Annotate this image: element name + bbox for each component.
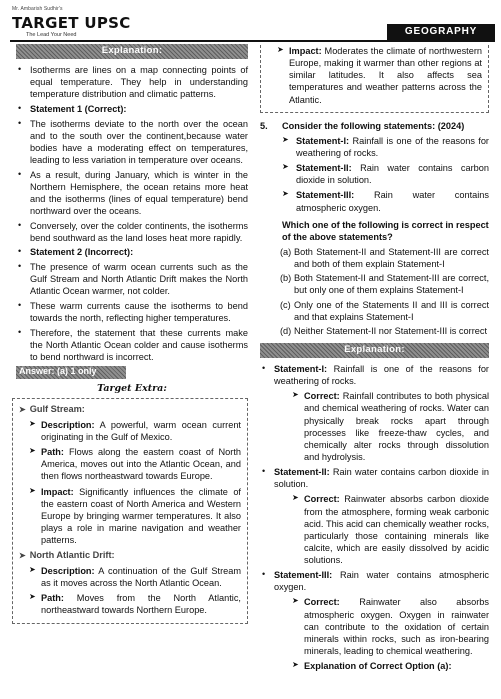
- arrow-icon: ➤: [19, 405, 26, 415]
- extra-item: [19, 565, 241, 589]
- extra-item-text: A continuation of the Gulf Stream as it moves across the North Atlantic Ocean.: [41, 565, 241, 588]
- option-list: [260, 246, 489, 337]
- bullet-item: [16, 103, 248, 115]
- extra-heading: [19, 549, 241, 562]
- statement-item: [260, 189, 489, 213]
- arrow-icon: ➤: [282, 162, 289, 172]
- explanation-label: Statement-I:: [274, 363, 328, 374]
- extra-item-label: Description:: [41, 565, 95, 576]
- bullet-icon: •: [18, 168, 22, 179]
- brand-name: TARGET UPSC: [12, 13, 131, 32]
- statement-text: Rainfall is one of the reasons for weathering of rocks.: [296, 135, 489, 158]
- statement-label: Statement-II:: [296, 163, 352, 174]
- answer-banner: Answer: (a) 1 only: [16, 366, 126, 379]
- sub-text: Rainfall contributes to both physical and chemical weathering of rocks. Water can physically break rocks apart through processes like freeze-thaw cycles, and chemically alter rocks through dissolution and hydrolysis.: [304, 391, 489, 462]
- extra-item: [19, 486, 241, 547]
- arrow-icon: ➤: [29, 446, 36, 456]
- explanation-sub-item: [274, 596, 489, 657]
- arrow-icon: ➤: [292, 596, 299, 606]
- explanation-sub-item: [274, 660, 489, 672]
- explanation-text: Rain water contains atmospheric oxygen.: [274, 570, 489, 593]
- bullet-icon: •: [18, 261, 22, 272]
- bullet-text: These warm currents cause the isotherms to bend towards the north, reflecting higher temperatures.: [30, 301, 248, 324]
- bullet-item: [16, 118, 248, 167]
- bullet-text: The presence of warm ocean currents such as the Gulf Stream and North Atlantic Drift makes the North Atlantic Ocean warmer, not colder.: [30, 262, 248, 297]
- impact-text: Moderates the climate of northwestern Europe, making it warmer than other regions at similar latitudes. It also affects sea temperatures and weather patterns across the Atlantic.: [289, 46, 482, 105]
- bullet-icon: •: [18, 102, 22, 113]
- explanation-item: [260, 363, 489, 463]
- explanation-text: Rainfall is one of the reasons for weathering of rocks.: [274, 363, 489, 387]
- sub-label: Correct:: [304, 597, 340, 608]
- bullet-icon: •: [18, 219, 22, 230]
- bullet-text: Therefore, the statement that these currents make the North Atlantic Ocean colder and cause isotherms to bend northward is incorrect.: [30, 327, 248, 363]
- arrow-icon: ➤: [282, 189, 289, 199]
- sub-label: Correct:: [304, 391, 340, 402]
- bullet-text: Conversely, over the colder continents, the isotherms bend southward as the land loses heat more rapidly.: [30, 220, 248, 243]
- bullet-text: Statement 2 (Incorrect):: [30, 247, 134, 258]
- option-text: Only one of the Statements II and III is correct and that explains Statement-I: [294, 299, 489, 322]
- bullet-item: [16, 246, 248, 258]
- statement-list: [260, 135, 489, 214]
- question-number: 5.: [260, 120, 268, 131]
- sub-text: Rainwater absorbs carbon dioxide from the atmosphere, forming weak carbonic acid. This acid can chemically weather rocks, particularly those containing minerals like calcite, which are easily dissolved by acidic solutions.: [304, 494, 489, 566]
- extra-item-label: Path:: [41, 593, 64, 604]
- option-letter: (b): [280, 273, 292, 284]
- bullet-icon: •: [18, 117, 22, 128]
- option-item: [260, 272, 489, 296]
- extra-item: [19, 446, 241, 482]
- impact-label: Impact:: [289, 46, 322, 56]
- sub-label: Explanation of Correct Option (a):: [304, 661, 452, 672]
- arrow-icon: ➤: [19, 551, 26, 561]
- bullet-icon: •: [262, 569, 266, 580]
- right-column: [260, 46, 489, 675]
- question-prompt: Which one of the following is correct in respect of the above statements?: [282, 219, 489, 242]
- bullet-item: [16, 327, 248, 363]
- explanation-item: [260, 569, 489, 672]
- explanation-banner-2: Explanation:: [260, 343, 489, 358]
- bullet-item: [16, 220, 248, 244]
- explanation-label: Statement-II:: [274, 467, 330, 478]
- target-extra-heading: Target Extra:: [97, 382, 167, 394]
- sub-text: Rainwater also absorbs atmospheric oxygen. Oxygen in rainwater can contribute to the oxidation of certain minerals within rocks, such as iron-bearing minerals, leading to chemical weathering.: [304, 597, 489, 657]
- explanation-list: [16, 64, 248, 363]
- arrow-icon: ➤: [292, 390, 299, 400]
- extra-item: [19, 592, 241, 616]
- option-text: Both Statement-II and Statement-III are correct and both of them explain Statement-I: [294, 246, 489, 270]
- extra-item-label: Path:: [41, 447, 64, 458]
- bullet-text: Isotherms are lines on a map connecting points of equal temperature. They help in understanding temperature distribution and climatic patterns.: [30, 65, 248, 100]
- bullet-icon: •: [18, 326, 22, 337]
- extra-item-text: A powerful, warm ocean current originating in the Gulf of Mexico.: [41, 419, 241, 442]
- impact-item: [267, 45, 482, 106]
- question-5: [260, 120, 489, 337]
- explanation-list-2: [260, 363, 489, 672]
- extra-heading-text: Gulf Stream:: [29, 404, 85, 415]
- bullet-icon: •: [18, 64, 22, 74]
- option-letter: (c): [280, 299, 291, 310]
- section-tag: GEOGRAPHY: [387, 24, 495, 40]
- left-column: [16, 44, 248, 624]
- extra-heading-text: North Atlantic Drift:: [29, 550, 115, 561]
- question-text: Consider the following statements: (2024): [282, 120, 465, 131]
- option-text: Both Statement-II and Statement-III are correct, but only one of them explains Statement-I: [294, 273, 489, 296]
- brand-byline: Mr. Ambarish Sudhir's: [12, 6, 63, 12]
- bullet-item: [16, 169, 248, 218]
- statement-text: Rain water contains carbon dioxide in solution.: [296, 163, 489, 186]
- arrow-icon: ➤: [292, 493, 299, 503]
- bullet-text: Statement 1 (Correct):: [30, 103, 127, 114]
- target-extra-box: [12, 398, 248, 624]
- bullet-text: The isotherms deviate to the north over the ocean and to the south over the continent,because water bodies have a moderating effect on temperatures, leading to less variation in temperature over oceans.: [30, 118, 248, 165]
- arrow-icon: ➤: [282, 134, 289, 144]
- explanation-item: [260, 466, 489, 566]
- bullet-icon: •: [262, 466, 266, 477]
- question-heading: [260, 120, 489, 132]
- extra-item-text: Significantly influences the climate of the eastern coast of North America and Western Europe by bringing warmer temperatures. It also plays a role in marine navigation and weather patterns.: [41, 486, 241, 546]
- explanation-banner: Explanation:: [16, 44, 248, 59]
- brand-tagline: The Lead Your Need: [26, 32, 77, 39]
- extra-item-label: Impact:: [41, 486, 74, 497]
- arrow-icon: ➤: [29, 564, 36, 574]
- explanation-label: Statement-III:: [274, 570, 333, 581]
- arrow-icon: ➤: [29, 418, 36, 428]
- arrow-icon: ➤: [277, 45, 284, 54]
- bullet-item: [16, 300, 248, 324]
- bullet-icon: •: [262, 362, 266, 373]
- option-letter: (a): [280, 246, 292, 257]
- extra-item: [19, 419, 241, 443]
- explanation-text: Rain water contains carbon dioxide in solution.: [274, 467, 489, 490]
- option-letter: (d): [280, 325, 292, 336]
- sub-label: Correct:: [304, 494, 340, 505]
- extra-item-text: Flows along the eastern coast of North America, moves out into the Atlantic Ocean, and then flows northeastward towards Europe.: [41, 447, 241, 482]
- header-rule: [10, 40, 495, 42]
- statement-label: Statement-III:: [296, 190, 355, 201]
- explanation-sub-item: [274, 493, 489, 566]
- bullet-icon: •: [18, 300, 22, 311]
- bullet-text: As a result, during January, which is winter in the Northern Hemisphere, the ocean retains more heat and the isotherms (lines of equal temperature) bend northward over the oceans.: [30, 169, 248, 217]
- option-item: [260, 299, 489, 323]
- bullet-icon: •: [18, 246, 22, 257]
- option-item: [260, 246, 489, 270]
- arrow-icon: ➤: [29, 592, 36, 602]
- statement-text: Rain water contains atmospheric oxygen.: [296, 190, 489, 213]
- option-item: [260, 325, 489, 337]
- extra-item-text: Moves from the North Atlantic, northeastward towards Northern Europe.: [41, 593, 241, 616]
- arrow-icon: ➤: [29, 485, 36, 495]
- explanation-sub-item: [274, 390, 489, 463]
- bullet-item: [16, 64, 248, 100]
- option-text: Neither Statement-II nor Statement-III is correct: [294, 325, 488, 336]
- extra-item-label: Description:: [41, 419, 95, 430]
- impact-continuation: [260, 45, 489, 113]
- extra-heading: [19, 403, 241, 416]
- statement-item: [260, 162, 489, 186]
- statement-item: [260, 135, 489, 159]
- bullet-item: [16, 261, 248, 297]
- statement-label: Statement-I:: [296, 135, 350, 146]
- arrow-icon: ➤: [292, 660, 299, 670]
